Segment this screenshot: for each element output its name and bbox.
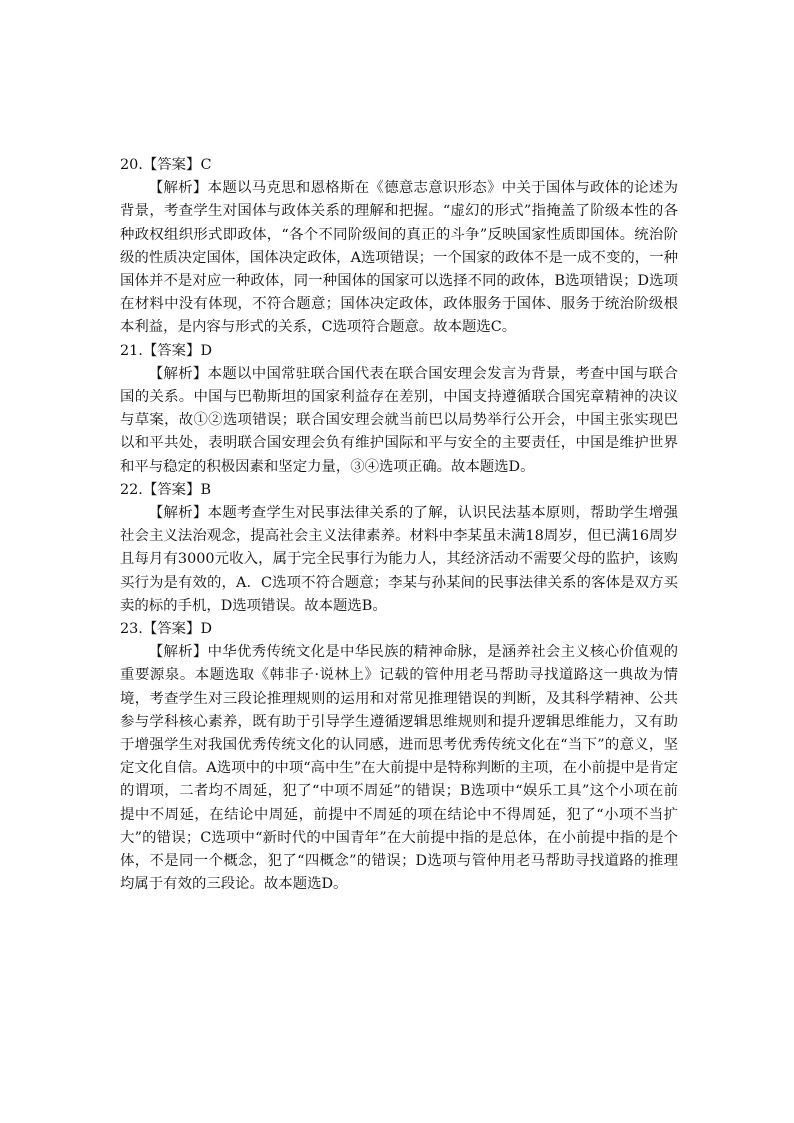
answer-line: 23.【答案】D xyxy=(120,621,212,638)
analysis-paragraph: 【解析】本题以中国常驻联合国代表在联合国安理会发言为背景，考查中国与联合国的关系。中国与巴勒斯坦的国家利益存在差别，中国支持遵循联合国宪章精神的决议与草案，故①②选项错误；联合国安理会就当前巴以局势举行公开会，中国主张实现巴以和平共处，表明联合国安理会负有维护国际和平与安全的主要责任，中国是维护世界和平与稳定的积极因素和坚定力量，③④选项正确。故本题选D。 xyxy=(120,365,678,475)
analysis-paragraph: 【解析】中华优秀传统文化是中华民族的精神命脉，是涵养社会主义核心价值观的重要源泉。本题选取《韩非子·说林上》记载的管仲用老马帮助寻找道路这一典故为情境，考查学生对三段论推理规则的运用和对常见推理错误的判断，及其科学精神、公共参与学科核心素养，既有助于引导学生遵循逻辑思维规则和提升逻辑思维能力，又有助于增强学生对我国优秀传统文化的认同感，进而思考优秀传统文化在“当下”的意义，坚定文化自信。A选项中的中项“高中生”在大前提中是特称判断的主项，在小前提中是肯定的谓项，二者均不周延，犯了“中项不周延”的错误；B选项中“娱乐工具”这个小项在前提中不周延，在结论中周延，前提中不周延的项在结论中不得周延，犯了“小项不当扩大”的错误；C选项中“新时代的中国青年”在大前提中指的是总体，在小前提中指的是个体，不是同一个概念，犯了“四概念”的错误；D选项与管仲用老马帮助寻找道路的推理均属于有效的三段论。故本题选D。 xyxy=(120,644,678,893)
question-23 xyxy=(120,618,678,896)
analysis-paragraph: 【解析】本题考查学生对民事法律关系的了解，认识民法基本原则，帮助学生增强社会主义法治观念，提高社会主义法律素养。材料中李某虽未满18周岁，但已满16周岁且每月有3000元收入，属于完全民事行为能力人，其经济活动不需要父母的监护，该购买行为是有效的，A．C选项不符合题意；李某与孙某间的民事法律关系的客体是双方买卖的标的手机，D选项错误。故本题选B。 xyxy=(120,505,678,614)
answer-line: 20.【答案】C xyxy=(120,157,212,173)
question-21 xyxy=(120,340,678,479)
answer-line: 22.【答案】B xyxy=(120,481,212,498)
question-22 xyxy=(120,479,678,618)
analysis-paragraph: 【解析】本题以马克思和恩格斯在《德意志意识形态》中关于国体与政体的论述为背景，考查学生对国体与政体关系的理解和把握。“虚幻的形式”指掩盖了阶级本性的各种政权组织形式即政体，“各个不同阶级间的真正的斗争”反映国家性质即国体。统治阶级的性质决定国体，国体决定政体，A选项错误；一个国家的政体不是一成不变的，一种国体并不是对应一种政体，同一种国体的国家可以选择不同的政体，B选项错误；D选项在材料中没有体现，不符合题意；国体决定政体，政体服务于国体、服务于统治阶级根本利益，是内容与形式的关系，C选项符合题意。故本题选C。 xyxy=(120,180,678,336)
answer-line: 21.【答案】D xyxy=(120,342,212,359)
question-20 xyxy=(120,154,678,340)
answer-key-document xyxy=(120,154,678,897)
